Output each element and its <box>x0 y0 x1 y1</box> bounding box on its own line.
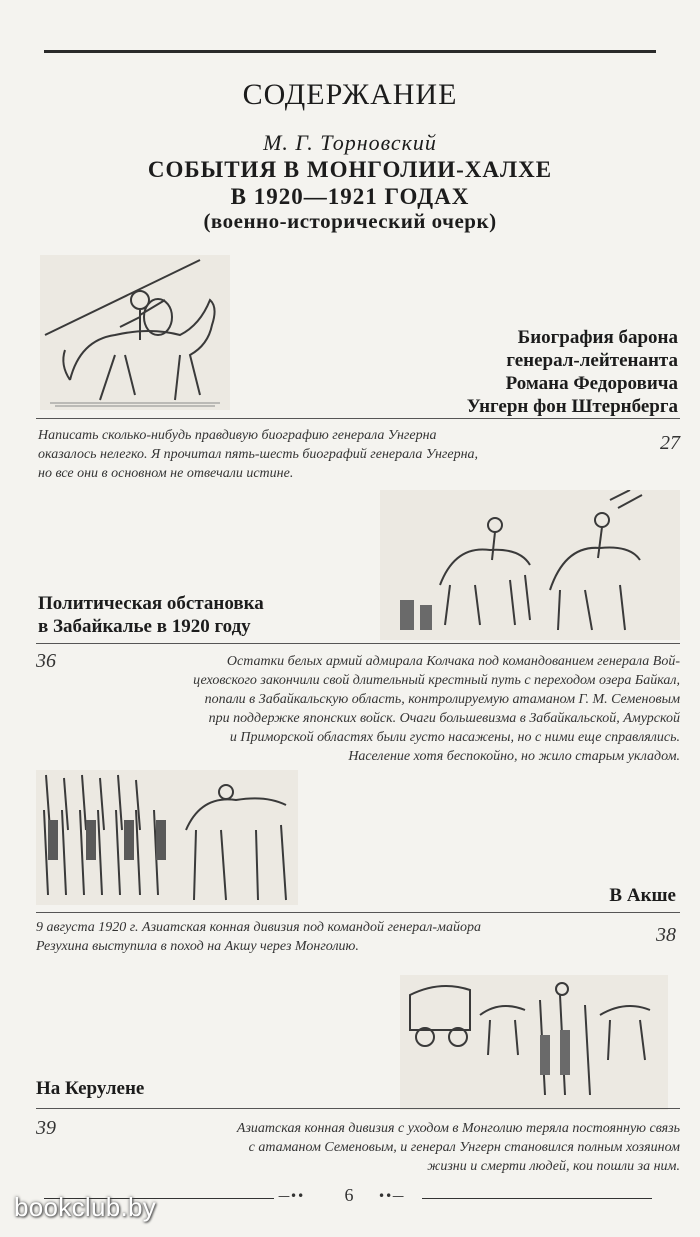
section-title-political[interactable] <box>38 592 358 638</box>
cavalry-riders-illustration <box>380 490 680 640</box>
description-line: и Приморской областях были густо насажены, но с ними еще справлялись. <box>229 730 680 745</box>
section-divider <box>36 1108 680 1109</box>
description-line: Резухина выступила в поход на Акшу через Монголию. <box>36 939 359 954</box>
description-line: 9 августа 1920 г. Азиатская конная дивизия под командой генерал-майора <box>36 920 481 935</box>
section-description <box>90 1119 680 1176</box>
page-number-ref: 38 <box>656 924 676 946</box>
cavalry-drawing <box>380 490 680 640</box>
description-line: но все они в основном не отвечали истине. <box>38 466 294 481</box>
watermark-text: bookclub.by <box>14 1192 157 1222</box>
footer-rule-right <box>422 1198 652 1199</box>
section-title-line: На Керулене <box>36 1078 145 1099</box>
description-line: Остатки белых армий адмирала Колчака под командованием генерала Вой- <box>226 654 680 669</box>
section-divider <box>36 418 680 419</box>
work-title-line1: СОБЫТИЯ В МОНГОЛИИ-ХАЛХЕ <box>147 157 553 182</box>
section-divider <box>36 912 680 913</box>
section-title-line: Биография барона <box>517 327 678 348</box>
footer-ornament-right: ••— <box>378 1189 405 1203</box>
horseman-with-spear-illustration <box>40 255 230 410</box>
section-title-line: Унгерн фон Штернберга <box>466 396 678 417</box>
description-line: попали в Забайкальскую область, контролируемую атаманом Г. М. Семеновым <box>204 692 680 707</box>
wagon-drawing <box>400 975 668 1110</box>
page-number-ref: 27 <box>660 432 680 454</box>
section-description <box>38 426 598 483</box>
description-line: с атаманом Семеновым, и генерал Унгерн становился полным хозяином <box>248 1140 680 1155</box>
page-number-ref: 39 <box>36 1117 56 1139</box>
page-heading: СОДЕРЖАНИЕ <box>242 78 458 111</box>
author-name: М. Г. Торновский <box>263 130 437 155</box>
description-line: Население хотя беспокойно, но жило старым укладом. <box>348 749 680 764</box>
section-title-aksha[interactable] <box>480 884 676 907</box>
section-title-line: в Забайкалье в 1920 году <box>38 616 251 637</box>
section-title-biography[interactable] <box>240 326 678 418</box>
section-title-line: генерал-лейтенанта <box>506 350 678 371</box>
footer-page-number: 6 <box>344 1185 354 1205</box>
section-title-line: Романа Федоровича <box>505 373 678 394</box>
horseman-drawing <box>40 255 230 410</box>
section-description <box>80 652 680 766</box>
footer-ornament-left: —•• <box>278 1189 305 1203</box>
section-title-line: В Акше <box>609 885 676 906</box>
section-divider <box>36 643 680 644</box>
description-line: жизни и смерти людей, кои пошли за ним. <box>427 1159 680 1174</box>
soldiers-drawing <box>36 770 298 905</box>
description-line: Написать сколько-нибудь правдивую биографию генерала Унгерна <box>38 428 437 443</box>
work-title-line2: В 1920—1921 ГОДАХ <box>230 184 470 209</box>
soldiers-and-horses-illustration <box>36 770 298 905</box>
wagon-convoy-illustration <box>400 975 668 1110</box>
section-title-kerulen[interactable] <box>36 1077 276 1100</box>
section-title-line: Политическая обстановка <box>38 593 264 614</box>
page-number-ref: 36 <box>36 650 56 672</box>
description-line: оказалось нелегко. Я прочитал пять-шесть биографий генерала Унгерна, <box>38 447 479 462</box>
description-line: цеховского закончили свой длительный крестный путь с переходом озера Байкал, <box>193 673 680 688</box>
work-subtitle: (военно-исторический очерк) <box>203 209 497 233</box>
top-rule <box>44 50 656 53</box>
description-line: при поддержке японских войск. Очаги большевизма в Забайкальской, Амурской <box>208 711 680 726</box>
section-description <box>36 918 596 956</box>
description-line: Азиатская конная дивизия с уходом в Монголию теряла постоянную связь <box>236 1121 680 1136</box>
